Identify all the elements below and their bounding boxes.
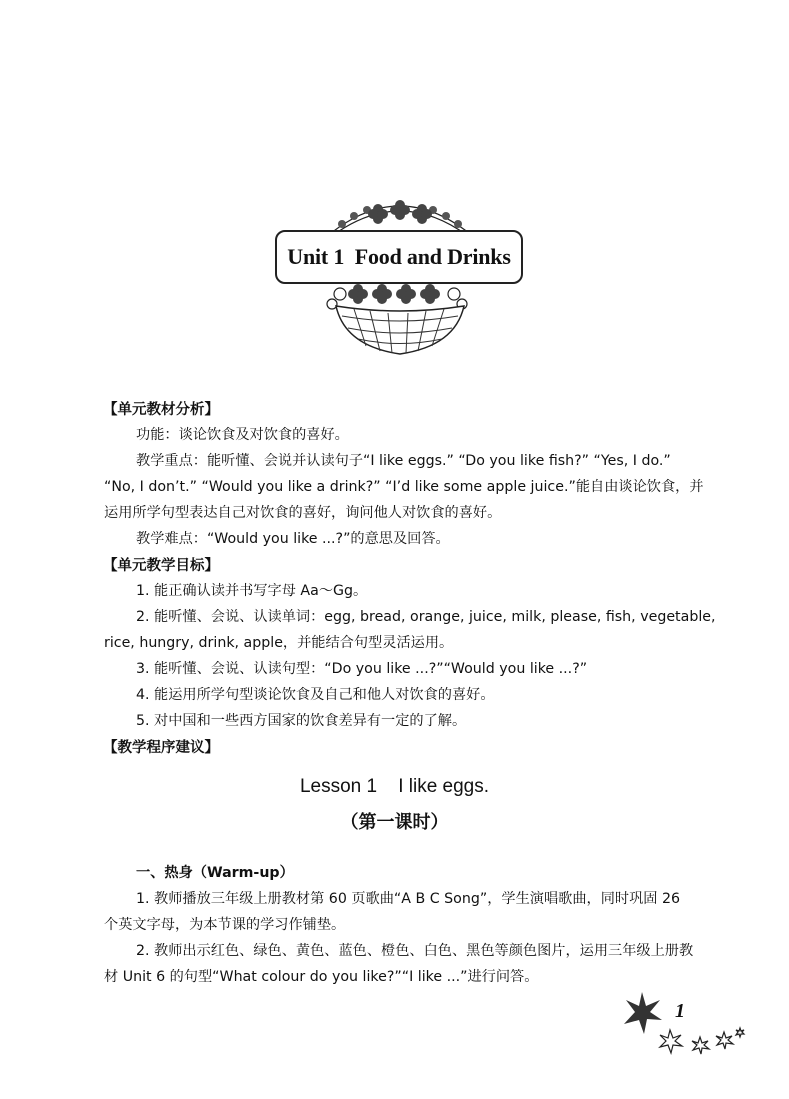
unit-title: Unit 1 Food and Drinks: [287, 244, 511, 269]
analysis-heading: 【单元教材分析】: [103, 402, 219, 418]
step2-line2: 材 Unit 6 的句型“What colour do you like?”“I like ...”进行问答。: [104, 969, 539, 985]
lesson-title: Lesson 1 I like eggs.: [299, 776, 490, 797]
goal-2-line2: rice, hungry, drink, apple，并能结合句型灵活运用。: [104, 635, 454, 651]
analysis-function: 功能：谈论饮食及对饮食的喜好。: [136, 427, 349, 443]
analysis-key-line1: 教学重点：能听懂、会说并认读句子“I like eggs.” “Do you like fish?” “Yes, I do.”: [136, 453, 671, 469]
star-cluster-icon: [620, 990, 750, 1060]
goal-2-line1: 2. 能听懂、会说、认读单词：egg, bread, orange, juice, milk, please, fish, vegetable,: [136, 609, 716, 625]
analysis-key-line2: “No, I don’t.” “Would you like a drink?” “I’d like some apple juice.”能自由谈论饮食，并: [104, 479, 704, 495]
step1-line2: 个英文字母，为本节课的学习作铺垫。: [104, 917, 346, 933]
step2-line1: 2. 教师出示红色、绿色、黄色、蓝色、橙色、白色、黑色等颜色图片，运用三年级上册教: [136, 943, 694, 959]
goal-3: 3. 能听懂、会说、认读句型：“Do you like ...?”“Would you like ...?”: [136, 661, 588, 677]
goal-5: 5. 对中国和一些西方国家的饮食差异有一定的了解。: [136, 713, 467, 729]
analysis-difficult: 教学难点：“Would you like ...?”的意思及回答。: [136, 531, 450, 547]
procedure-heading: 【教学程序建议】: [103, 740, 219, 756]
goals-heading: 【单元教学目标】: [103, 558, 219, 574]
section-warm-up: 一、热身（Warm-up）: [136, 865, 294, 881]
lesson-subtitle: （第一课时）: [340, 812, 449, 833]
unit-title-box: [275, 230, 523, 284]
step1-line1: 1. 教师播放三年级上册教材第 60 页歌曲“A B C Song”，学生演唱歌曲，同时巩固 26: [136, 891, 681, 907]
page-number: 1: [675, 1000, 685, 1022]
goal-4: 4. 能运用所学句型谈论饮食及自己和他人对饮食的喜好。: [136, 687, 495, 703]
analysis-key-line3: 运用所学句型表达自己对饮食的喜好，询问他人对饮食的喜好。: [104, 505, 502, 521]
goal-1: 1. 能正确认读并书写字母 Aa～Gg。: [136, 583, 368, 599]
